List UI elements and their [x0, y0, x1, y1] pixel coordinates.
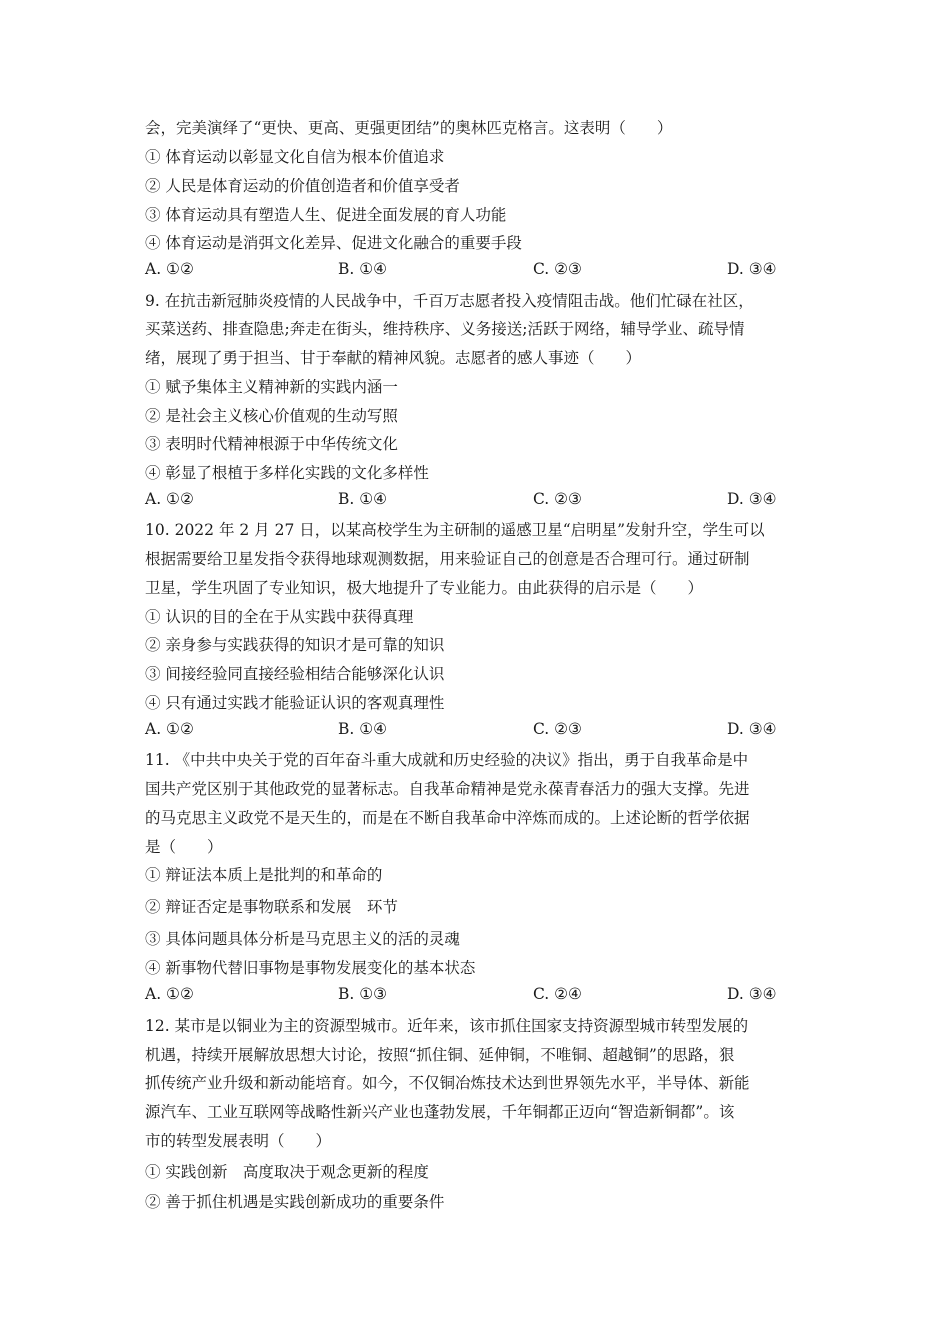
q12-stem-line-3: 抓传统产业升级和新动能培育。如今，不仅铜冶炼技术达到世界领先水平，半导体、新能: [145, 1074, 750, 1092]
q8-option-a: A. ①②: [145, 260, 194, 278]
q12-statement-2: ② 善于抓住机遇是实践创新成功的重要条件: [145, 1193, 445, 1211]
q11-statement-2: ② 辩证否定是事物联系和发展 环节: [145, 898, 398, 916]
q10-stem-line-2: 根据需要给卫星发指令获得地球观测数据，用来验证自己的创意是否合理可行。通过研制: [145, 550, 750, 568]
q12-stem-line-1: 12. 某市是以铜业为主的资源型城市。近年来，该市抓住国家支持资源型城市转型发展的: [145, 1017, 749, 1035]
q10-stem-line-3: 卫星，学生巩固了专业知识，极大地提升了专业能力。由此获得的启示是（ ）: [145, 579, 704, 597]
q9-option-b: B. ①④: [338, 490, 388, 508]
q8-statement-1: ① 体育运动以彰显文化自信为根本价值追求: [145, 148, 445, 166]
q9-option-d: D. ③④: [727, 490, 777, 508]
q11-statement-1: ① 辩证法本质上是批判的和革命的: [145, 866, 383, 884]
q10-option-a: A. ①②: [145, 720, 194, 738]
q8-option-c: C. ②③: [533, 260, 582, 278]
q10-options: [145, 720, 805, 740]
q10-statement-4: ④ 只有通过实践才能验证认识的客观真理性: [145, 694, 445, 712]
q12-stem-line-4: 源汽车、工业互联网等战略性新兴产业也蓬勃发展，千年铜都正迈向“智造新铜都”。该: [145, 1103, 735, 1121]
q9-options: [145, 490, 805, 510]
q10-stem-line-1: 10. 2022 年 2 月 27 日，以某高校学生为主研制的遥感卫星“启明星”发射升空，学生可以: [145, 521, 765, 539]
q11-options: [145, 985, 805, 1005]
q10-statement-2: ② 亲身参与实践获得的知识才是可靠的知识: [145, 636, 445, 654]
q9-statement-1: ① 赋予集体主义精神新的实践内涵一: [145, 378, 398, 396]
q8-stem-tail: 会，完美演绎了“更快、更高、更强更团结”的奥林匹克格言。这表明（ ）: [145, 119, 673, 137]
q10-option-d: D. ③④: [727, 720, 777, 738]
q11-stem-line-3: 的马克思主义政党不是天生的，而是在不断自我革命中淬炼而成的。上述论断的哲学依据: [145, 809, 750, 827]
q11-option-d: D. ③④: [727, 985, 777, 1003]
q11-option-b: B. ①③: [338, 985, 388, 1003]
q12-stem-line-5: 市的转型发展表明（ ）: [145, 1132, 332, 1150]
q9-statement-2: ② 是社会主义核心价值观的生动写照: [145, 407, 398, 425]
q10-option-b: B. ①④: [338, 720, 388, 738]
q9-statement-3: ③ 表明时代精神根源于中华传统文化: [145, 435, 398, 453]
q9-stem-line-1: 9. 在抗击新冠肺炎疫情的人民战争中，千百万志愿者投入疫情阻击战。他们忙碌在社区，: [145, 292, 754, 310]
q8-option-b: B. ①④: [338, 260, 388, 278]
q11-option-a: A. ①②: [145, 985, 194, 1003]
q8-statement-3: ③ 体育运动具有塑造人生、促进全面发展的育人功能: [145, 206, 507, 224]
q8-option-d: D. ③④: [727, 260, 777, 278]
q8-statement-4: ④ 体育运动是消弭文化差异、促进文化融合的重要手段: [145, 234, 522, 252]
q9-option-c: C. ②③: [533, 490, 582, 508]
q9-stem-line-2: 买菜送药、排查隐患;奔走在街头，维持秩序、义务接送;活跃于网络，辅导学业、疏导情: [145, 320, 745, 338]
q12-stem-line-2: 机遇，持续开展解放思想大讨论，按照“抓住铜、延伸铜，不唯铜、超越铜”的思路，狠: [145, 1046, 735, 1064]
q9-stem-line-3: 绪，展现了勇于担当、甘于奉献的精神风貌。志愿者的感人事迹（ ）: [145, 349, 642, 367]
q8-options: [145, 260, 805, 280]
q10-statement-1: ① 认识的目的全在于从实践中获得真理: [145, 608, 414, 626]
q11-stem-line-1: 11. 《中共中央关于党的百年奋斗重大成就和历史经验的决议》指出，勇于自我革命是中: [145, 751, 749, 769]
q11-statement-4: ④ 新事物代替旧事物是事物发展变化的基本状态: [145, 959, 476, 977]
q11-statement-3: ③ 具体问题具体分析是马克思主义的活的灵魂: [145, 930, 460, 948]
q9-option-a: A. ①②: [145, 490, 194, 508]
q9-statement-4: ④ 彰显了根植于多样化实践的文化多样性: [145, 464, 429, 482]
q11-stem-line-4: 是（ ）: [145, 838, 223, 856]
q11-option-c: C. ②④: [533, 985, 582, 1003]
q8-statement-2: ② 人民是体育运动的价值创造者和价值享受者: [145, 177, 460, 195]
q10-statement-3: ③ 间接经验同直接经验相结合能够深化认识: [145, 665, 445, 683]
q10-option-c: C. ②③: [533, 720, 582, 738]
q12-statement-1: ① 实践创新 高度取决于观念更新的程度: [145, 1163, 429, 1181]
q11-stem-line-2: 国共产党区别于其他政党的显著标志。自我革命精神是党永葆青春活力的强大支撑。先进: [145, 780, 750, 798]
